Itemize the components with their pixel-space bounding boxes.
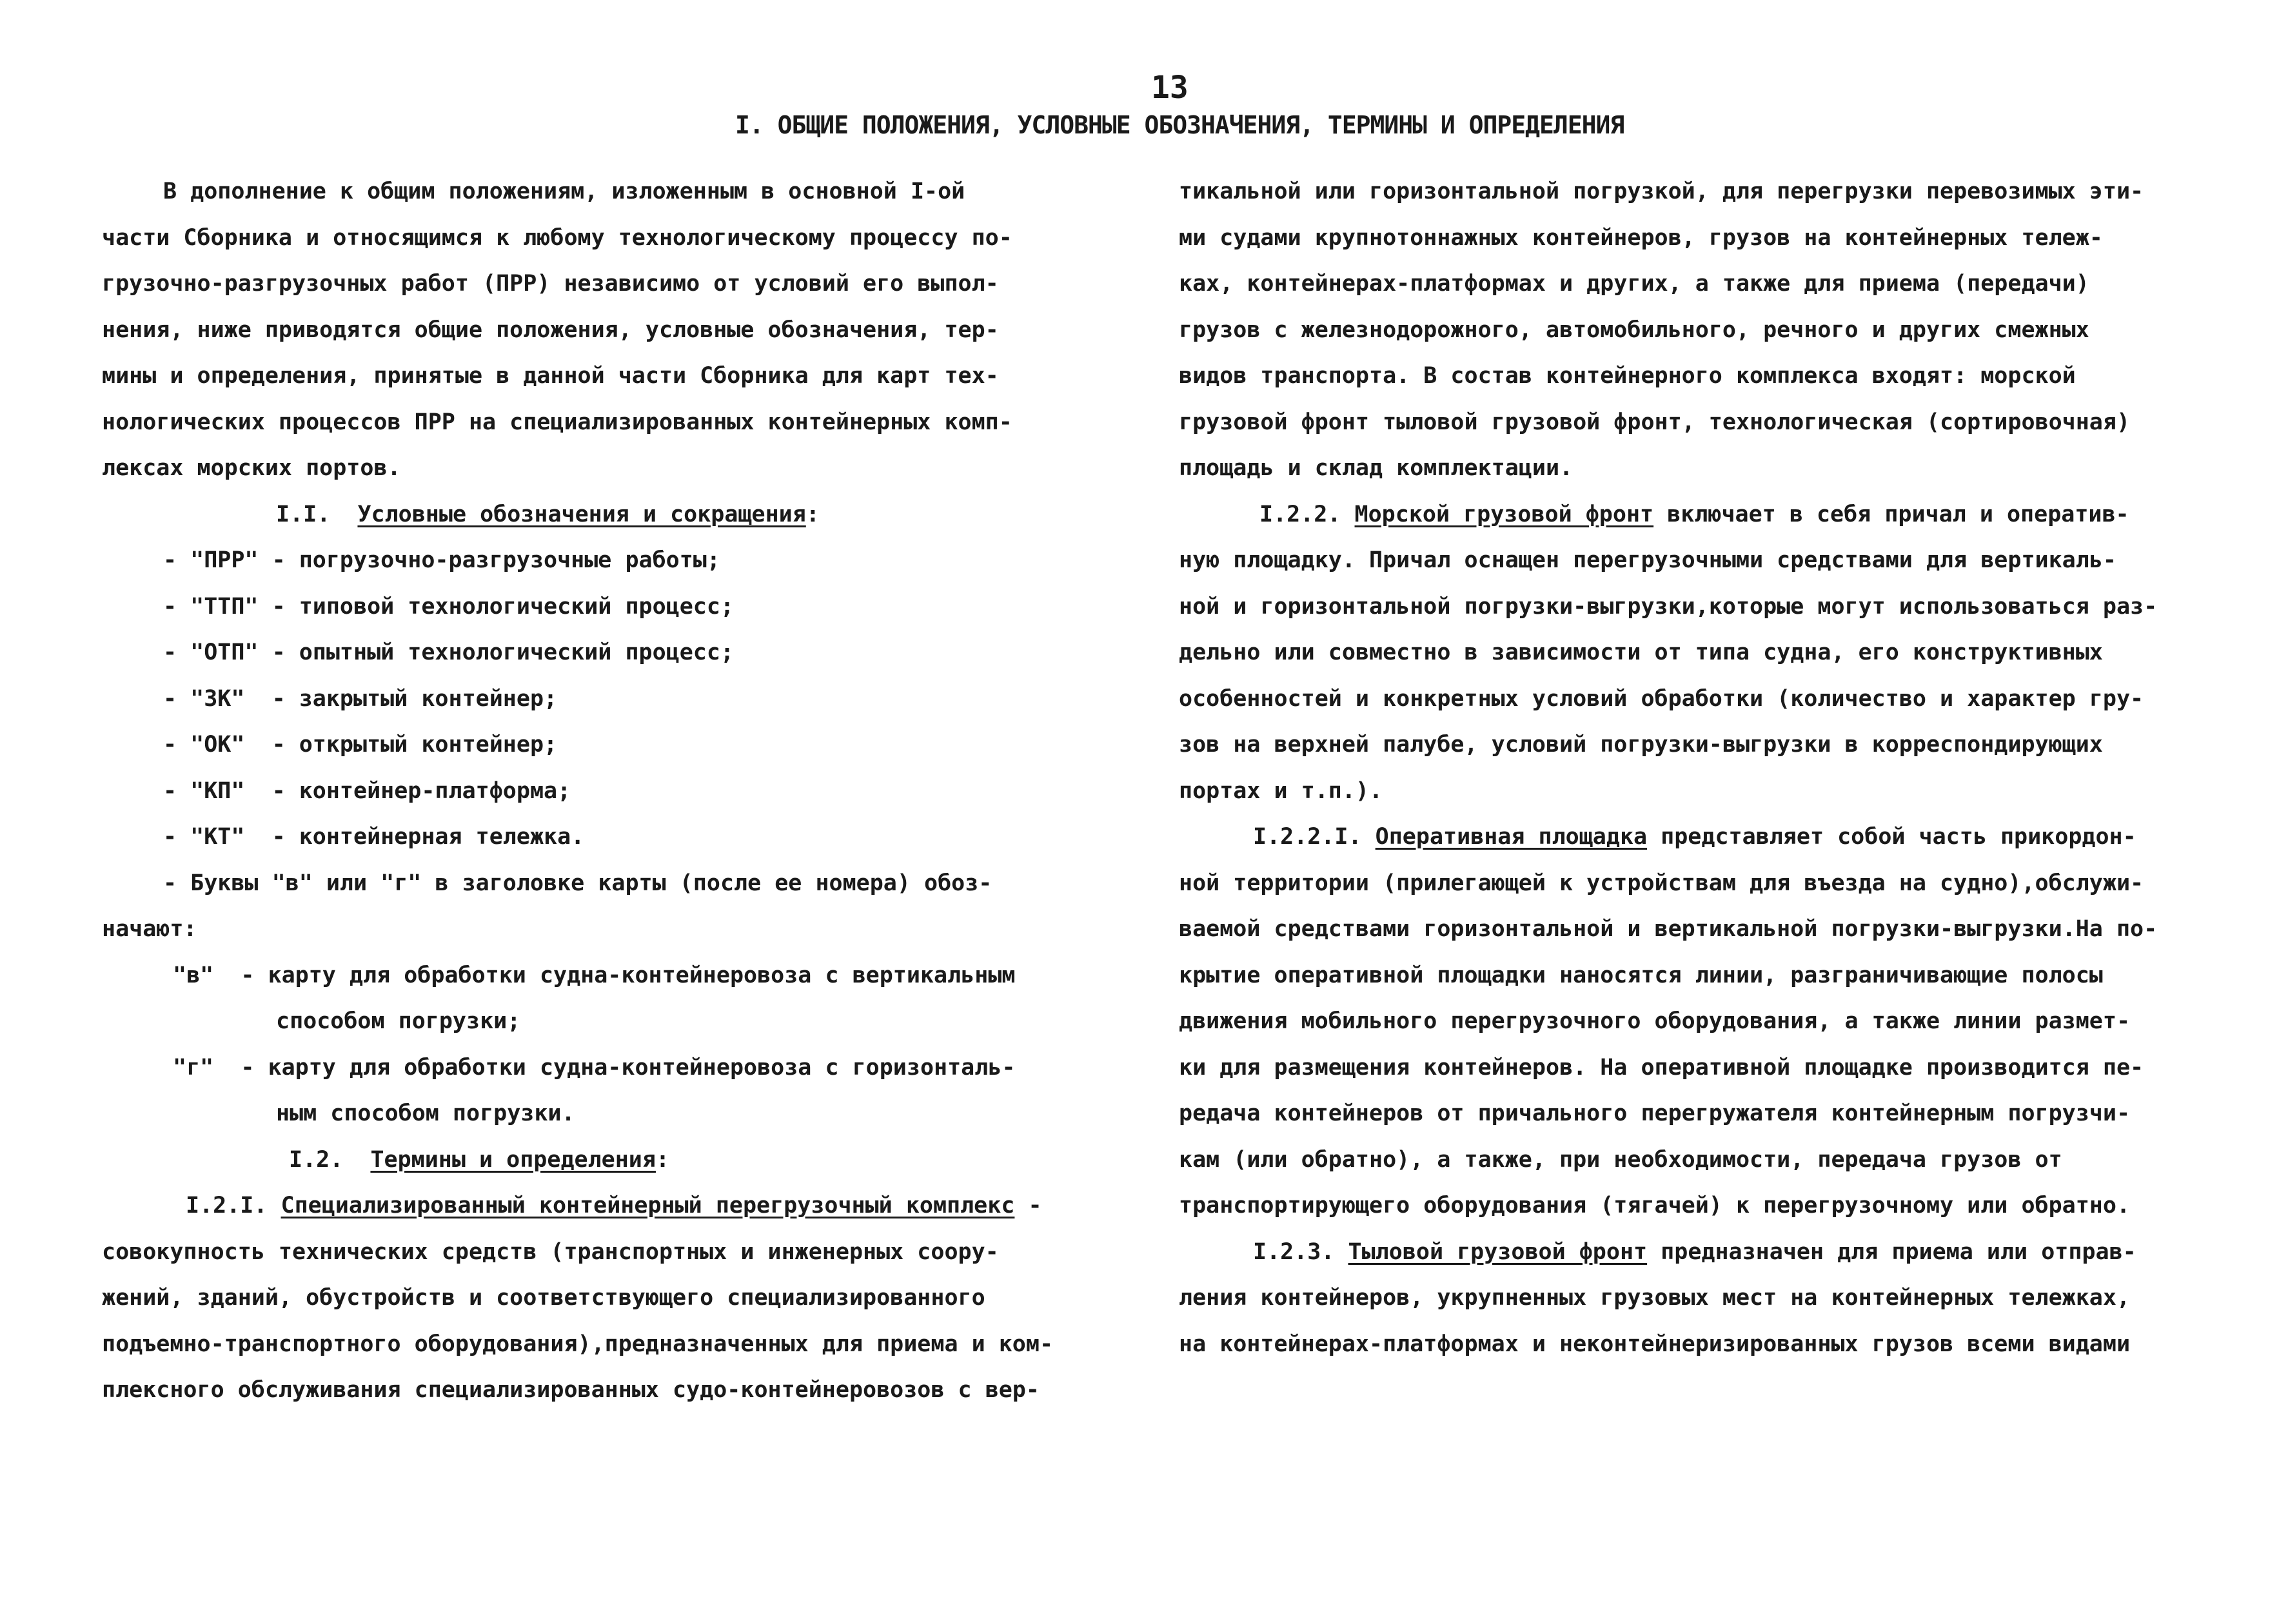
line-text: ми судами крупнотоннажных контейнеров, грузов на контейнерных тележ-	[1179, 224, 2103, 251]
text-line	[102, 814, 1095, 861]
underlined-term: Специализированный контейнерный перегрузочный комплекс	[281, 1193, 1015, 1218]
text-line	[102, 676, 1095, 723]
text-line	[102, 768, 1095, 815]
line-text: портах и т.п.).	[1179, 778, 1383, 804]
line-text: ках, контейнерах-платформах и других, а также для приема (передачи)	[1179, 271, 2089, 297]
line-text: совокупность технических средств (транспортных и инженерных соору-	[102, 1238, 999, 1265]
line-text: площадь и склад комплектации.	[1179, 455, 1574, 481]
text-line	[102, 1045, 1095, 1091]
text-line	[102, 1091, 1095, 1137]
text-line	[102, 215, 1095, 262]
line-text: I.2.3.	[1253, 1238, 1348, 1265]
text-line	[102, 630, 1095, 676]
line-text: лексах морских портов.	[102, 455, 401, 481]
line-text-tail: -	[1014, 1193, 1042, 1218]
line-text: части Сборника и относящимся к любому технологическому процессу по-	[102, 224, 1012, 251]
text-line	[1179, 1322, 2172, 1368]
line-text: дельно или совместно в зависимости от типа судна, его конструктивных	[1179, 640, 2103, 665]
line-text: мины и определения, принятые в данной части Сборника для карт тех-	[102, 363, 999, 389]
line-text: грузов с железнодорожного, автомобильного, речного и других смежных	[1179, 317, 2089, 343]
text-line	[102, 1137, 1095, 1184]
text-line	[1179, 169, 2172, 215]
underlined-term: Термины и определения	[370, 1146, 656, 1173]
text-line	[102, 353, 1095, 400]
line-text: - "КТ" - контейнерная тележка.	[163, 824, 585, 850]
line-text: ную площадку. Причал оснащен перегрузочными средствами для вертикаль-	[1179, 547, 2116, 573]
line-text: - "ОК" - открытый контейнер;	[163, 732, 558, 758]
text-line	[1179, 308, 2172, 354]
line-text: ным способом погрузки.	[276, 1101, 575, 1126]
underlined-term: Оперативная площадка	[1375, 824, 1648, 850]
line-text: нологических процессов ПРР на специализированных контейнерных комп-	[102, 409, 1012, 435]
text-line	[102, 999, 1095, 1045]
text-line	[1179, 953, 2172, 999]
page-title: I. ОБЩИЕ ПОЛОЖЕНИЯ, УСЛОВНЫЕ ОБОЗНАЧЕНИЯ, ТЕРМИНЫ И ОПРЕДЕЛЕНИЯ	[735, 111, 1624, 139]
text-line	[102, 538, 1095, 584]
line-text: В дополнение к общим положениям, изложенным в основной I-ой	[163, 179, 965, 204]
text-line	[102, 906, 1095, 953]
text-line	[102, 584, 1095, 631]
text-line	[1179, 768, 2172, 815]
text-line	[1179, 584, 2172, 631]
line-text: крытие оперативной площадки наносятся линии, разграничивающие полосы	[1179, 962, 2103, 988]
line-text: ваемой средствами горизонтальной и вертикальной погрузки-выгрузки.На по-	[1179, 916, 2158, 942]
underlined-term: Морской грузовой фронт	[1354, 501, 1654, 527]
line-text-tail: предназначен для приема или отправ-	[1647, 1238, 2136, 1265]
line-text: ки для размещения контейнеров. На оперативной площадке производится пе-	[1179, 1054, 2144, 1081]
line-text: жений, зданий, обустройств и соответствующего специализированного	[102, 1285, 985, 1311]
line-text: видов транспорта. В состав контейнерного комплекса входят: морской	[1179, 363, 2076, 389]
line-text: I.2.I.	[186, 1193, 281, 1218]
right-column	[1179, 169, 2172, 1367]
line-text: плексного обслуживания специализированных судо-контейнеровозов с вер-	[102, 1377, 1040, 1403]
text-line	[1179, 215, 2172, 262]
line-text-tail: представляет собой часть прикордон-	[1647, 824, 2136, 850]
line-text: "г" - карту для обработки судна-контейнеровоза с горизонталь-	[173, 1054, 1016, 1081]
text-line	[1179, 999, 2172, 1045]
text-line	[1179, 538, 2172, 584]
line-text: "в" - карту для обработки судна-контейнеровоза с вертикальным	[173, 962, 1016, 988]
text-line	[1179, 676, 2172, 723]
text-line	[102, 1322, 1095, 1368]
text-line	[1179, 906, 2172, 953]
line-text: - "ОТП" - опытный технологический процесс;	[163, 640, 735, 665]
line-text: - Буквы "в" или "г" в заголовке карты (после ее номера) обоз-	[163, 870, 992, 896]
text-line	[1179, 492, 2172, 538]
text-line	[102, 169, 1095, 215]
text-line	[102, 953, 1095, 999]
line-text: транспортирующего оборудования (тягачей) к перегрузочному или обратно.	[1179, 1193, 2131, 1218]
line-text: I.2.2.I.	[1253, 824, 1376, 850]
text-line	[102, 400, 1095, 446]
text-line	[1179, 1229, 2172, 1276]
text-line	[1179, 353, 2172, 400]
line-text: ной территории (прилегающей к устройствам для въезда на судно),обслужи-	[1179, 870, 2144, 896]
line-text: грузовой фронт тыловой грузовой фронт, технологическая (сортировочная)	[1179, 409, 2131, 435]
line-text: начают:	[102, 916, 197, 942]
text-line	[1179, 445, 2172, 492]
line-text: грузочно-разгрузочных работ (ПРР) независимо от условий его выпол-	[102, 271, 999, 297]
line-text: ления контейнеров, укрупненных грузовых мест на контейнерных тележках,	[1179, 1285, 2131, 1311]
line-text-tail: включает в себя причал и оператив-	[1653, 501, 2129, 527]
line-text: способом погрузки;	[276, 1008, 521, 1034]
text-line	[1179, 1045, 2172, 1091]
text-line	[1179, 1137, 2172, 1184]
text-line	[1179, 1183, 2172, 1229]
line-text: ной и горизонтальной погрузки-выгрузки,которые могут использоваться раз-	[1179, 593, 2158, 620]
text-line	[102, 308, 1095, 354]
underlined-term: Тыловой грузовой фронт	[1348, 1238, 1648, 1265]
text-line	[102, 1229, 1095, 1276]
line-text: зов на верхней палубе, условий погрузки-выгрузки в корреспондирующих	[1179, 732, 2103, 758]
line-text: I.I.	[276, 501, 358, 527]
text-line	[1179, 261, 2172, 308]
line-text: нения, ниже приводятся общие положения, условные обозначения, тер-	[102, 317, 999, 343]
line-text: - "КП" - контейнер-платформа;	[163, 778, 571, 804]
text-line	[102, 722, 1095, 768]
underlined-term: Условные обозначения и сокращения	[357, 501, 806, 527]
line-text: на контейнерах-платформах и неконтейнеризированных грузов всеми видами	[1179, 1331, 2131, 1357]
text-line	[1179, 861, 2172, 907]
line-text: - "ЗК" - закрытый контейнер;	[163, 685, 558, 712]
line-text: тикальной или горизонтальной погрузкой, для перегрузки перевозимых эти-	[1179, 179, 2144, 204]
line-text-tail: :	[655, 1146, 670, 1173]
line-text: - "ПРР" - погрузочно-разгрузочные работы;	[163, 547, 720, 573]
text-line	[1179, 1091, 2172, 1137]
text-line	[1179, 630, 2172, 676]
line-text-tail: :	[805, 501, 820, 527]
text-line	[1179, 400, 2172, 446]
left-column	[102, 169, 1095, 1414]
text-line	[1179, 722, 2172, 768]
text-line	[102, 1275, 1095, 1322]
text-line	[102, 445, 1095, 492]
text-line	[1179, 814, 2172, 861]
line-text: I.2.2.	[1259, 501, 1355, 527]
text-line	[1179, 1275, 2172, 1322]
line-text: движения мобильного перегрузочного оборудования, а также линии размет-	[1179, 1008, 2131, 1034]
text-line	[102, 261, 1095, 308]
text-line	[102, 861, 1095, 907]
line-text: кам (или обратно), а также, при необходимости, передача грузов от	[1179, 1146, 2062, 1173]
page-number: 13	[1151, 70, 1189, 106]
text-line	[102, 1183, 1095, 1229]
line-text: подъемно-транспортного оборудования),предназначенных для приема и ком-	[102, 1331, 1054, 1357]
text-line	[102, 492, 1095, 538]
line-text: редача контейнеров от причального перегружателя контейнерным погрузчи-	[1179, 1101, 2131, 1126]
text-line	[102, 1367, 1095, 1414]
line-text: - "ТТП" - типовой технологический процесс;	[163, 593, 735, 620]
line-text: I.2.	[289, 1146, 371, 1173]
line-text: особенностей и конкретных условий обработки (количество и характер гру-	[1179, 685, 2144, 712]
